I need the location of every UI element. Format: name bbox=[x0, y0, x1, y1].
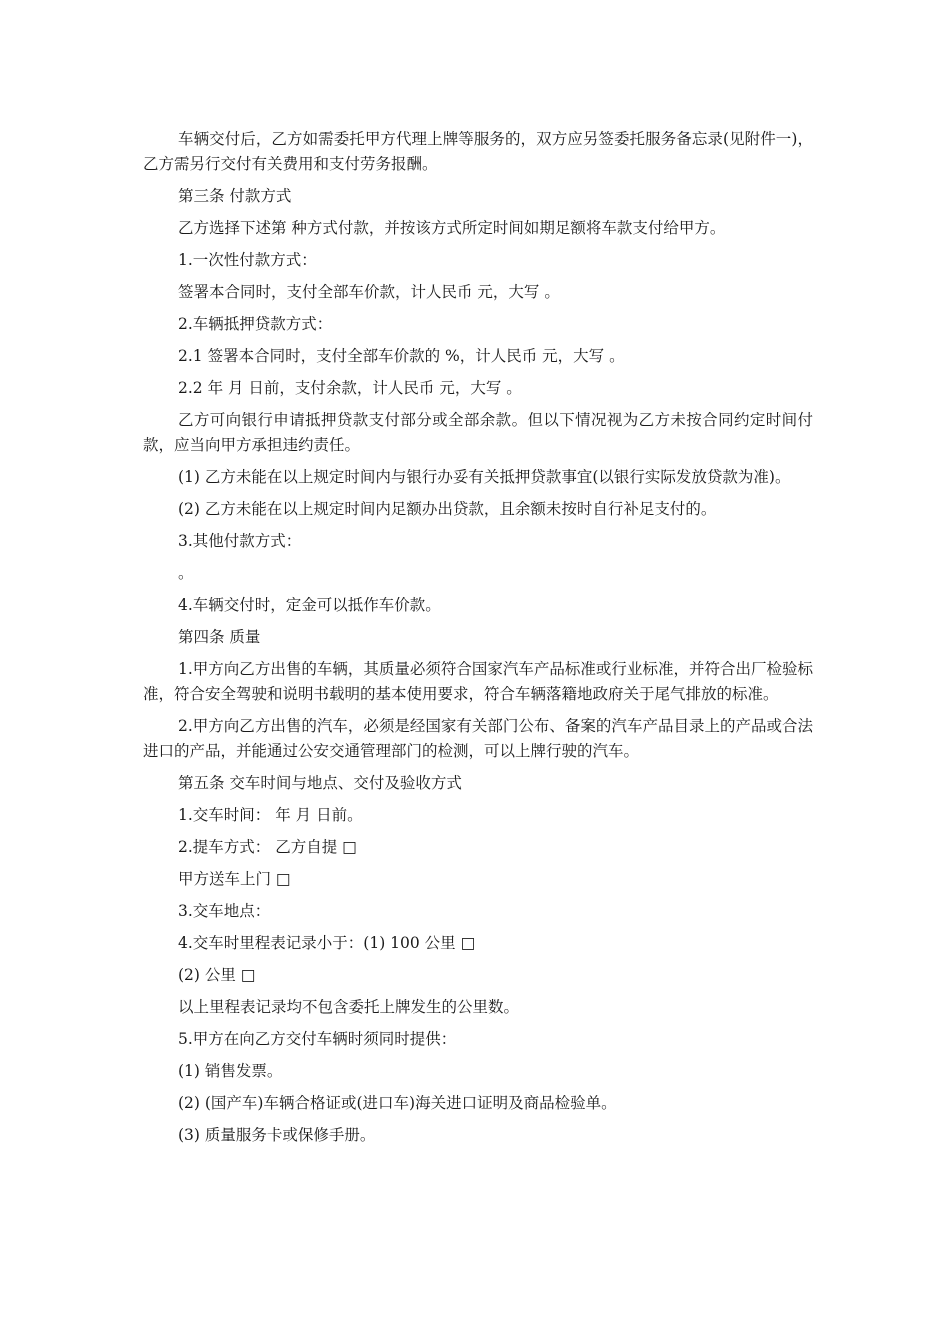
paragraph-documents-3: (3) 质量服务卡或保修手册。 bbox=[178, 1126, 376, 1144]
paragraph-quality-1: 1.甲方向乙方出售的车辆，其质量必须符合国家汽车产品标准或行业标准，并符合出厂检验标准，符合安全驾驶和说明书载明的基本使用要求，符合车辆落籍地政府关于尾气排放的标准。 bbox=[143, 660, 813, 703]
paragraph-lump-sum-title: 1.一次性付款方式： bbox=[178, 251, 317, 269]
paragraph-delivery-place: 3.交车地点： bbox=[178, 902, 271, 920]
paragraph-pickup-deliver: 甲方送车上门 □ bbox=[178, 870, 291, 888]
paragraph-documents-title: 5.甲方在向乙方交付车辆时须同时提供： bbox=[178, 1030, 457, 1048]
paragraph-delivery-time: 1.交车时间： 年 月 日前。 bbox=[178, 806, 363, 824]
paragraph-mortgage-title: 2.车辆抵押贷款方式： bbox=[178, 315, 333, 333]
paragraph-deposit: 4.车辆交付时，定金可以抵作车价款。 bbox=[178, 596, 441, 614]
paragraph-mileage-1: 4.交车时里程表记录小于：(1) 100 公里 □ bbox=[178, 934, 476, 952]
paragraph-mortgage-2-2: 2.2 年 月 日前，支付余款，计人民币 元，大写 。 bbox=[178, 379, 522, 397]
article-5-heading: 第五条 交车时间与地点、交付及验收方式 bbox=[178, 774, 462, 792]
paragraph-payment-choice: 乙方选择下述第 种方式付款，并按该方式所定时间如期足额将车款支付给甲方。 bbox=[178, 219, 726, 237]
paragraph-other-payment: 3.其他付款方式： bbox=[178, 532, 302, 550]
paragraph-pickup-self: 2.提车方式： 乙方自提 □ bbox=[178, 838, 357, 856]
paragraph-delivery-service: 车辆交付后，乙方如需委托甲方代理上牌等服务的，双方应另签委托服务备忘录(见附件一)，乙方需另行交付有关费用和支付劳务报酬。 bbox=[143, 130, 813, 173]
article-4-heading: 第四条 质量 bbox=[178, 628, 261, 646]
paragraph-breach-1: (1) 乙方未能在以上规定时间内与银行办妥有关抵押贷款事宜(以银行实际发放贷款为准)。 bbox=[178, 468, 791, 486]
paragraph-documents-2: (2) (国产车)车辆合格证或(进口车)海关进口证明及商品检验单。 bbox=[178, 1094, 617, 1112]
article-3-heading: 第三条 付款方式 bbox=[178, 187, 292, 205]
paragraph-quality-2: 2.甲方向乙方出售的汽车，必须是经国家有关部门公布、备案的汽车产品目录上的产品或合法进口的产品，并能通过公安交通管理部门的检测，可以上牌行驶的汽车。 bbox=[143, 717, 813, 760]
paragraph-documents-1: (1) 销售发票。 bbox=[178, 1062, 283, 1080]
paragraph-mileage-note: 以上里程表记录均不包含委托上牌发生的公里数。 bbox=[178, 998, 520, 1016]
paragraph-lump-sum-detail: 签署本合同时，支付全部车价款，计人民币 元，大写 。 bbox=[178, 283, 560, 301]
contract-body bbox=[143, 127, 813, 1155]
paragraph-mortgage-2-1: 2.1 签署本合同时，支付全部车价款的 %，计人民币 元，大写 。 bbox=[178, 347, 625, 365]
paragraph-mileage-2: (2) 公里 □ bbox=[178, 966, 256, 984]
paragraph-breach-2: (2) 乙方未能在以上规定时间内足额办出贷款，且余额未按时自行补足支付的。 bbox=[178, 500, 717, 518]
paragraph-bank-loan: 乙方可向银行申请抵押贷款支付部分或全部余款。但以下情况视为乙方未按合同约定时间付款，应当向甲方承担违约责任。 bbox=[143, 411, 813, 454]
paragraph-other-payment-blank: 。 bbox=[178, 564, 194, 582]
